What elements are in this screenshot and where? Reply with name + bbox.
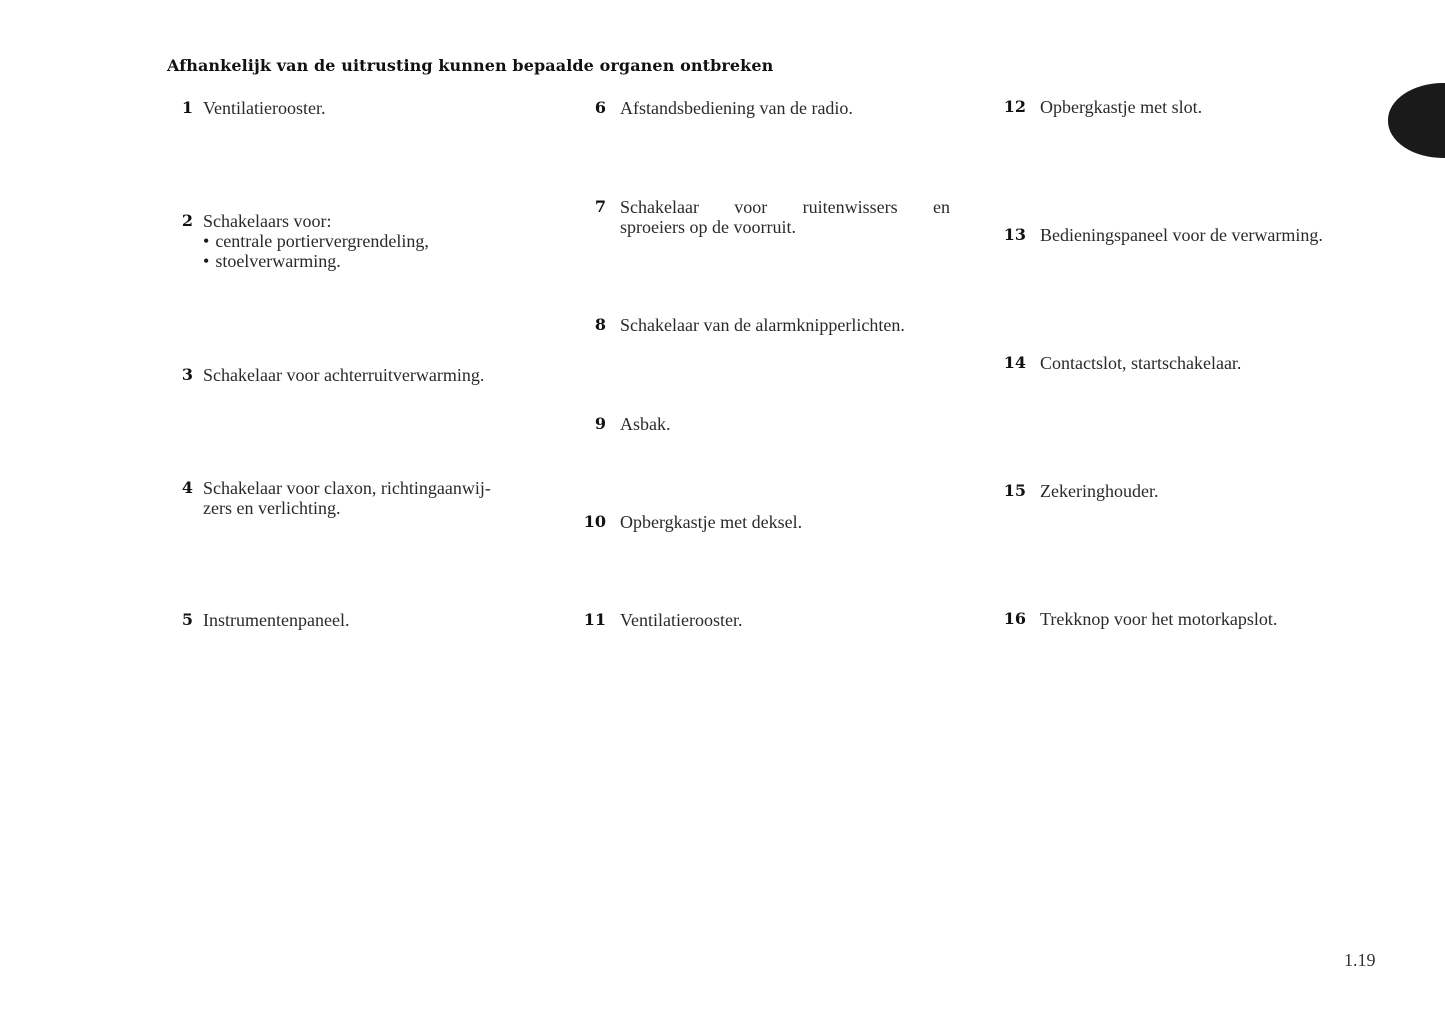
list-item-3 xyxy=(181,365,543,385)
page-heading: Afhankelijk van de uitrusting kunnen bepaalde organen ontbreken xyxy=(167,56,774,75)
item-text-continued: sproeiers op de voorruit. xyxy=(620,217,796,237)
item-number: 7 xyxy=(594,197,606,216)
list-item-5 xyxy=(181,610,543,630)
list-item-14 xyxy=(1003,353,1380,373)
item-number: 6 xyxy=(594,98,606,117)
item-text: Schakelaars voor: xyxy=(203,211,332,231)
item-text: Trekknop voor het motorkapslot. xyxy=(1040,609,1278,629)
item-text: Schakelaar van de alarmknipperlichten. xyxy=(620,315,905,335)
item-text: Afstandsbediening van de radio. xyxy=(620,98,853,118)
section-tab-marker xyxy=(1388,83,1445,158)
item-number: 8 xyxy=(594,315,606,334)
item-number: 1 xyxy=(181,98,193,117)
item-text: Ventilatierooster. xyxy=(203,98,326,118)
item-text: Opbergkastje met slot. xyxy=(1040,97,1203,117)
list-item-15 xyxy=(1003,481,1380,501)
item-word: en xyxy=(932,197,950,217)
item-text-continued: zers en verlichting. xyxy=(203,498,341,518)
item-number: 12 xyxy=(1003,97,1026,116)
item-word: ruitenwissers xyxy=(802,197,898,217)
item-text xyxy=(620,197,950,217)
list-item-7 xyxy=(594,197,950,237)
item-text: Contactslot, startschakelaar. xyxy=(1040,353,1242,373)
item-word: voor xyxy=(734,197,768,217)
list-item-16 xyxy=(1003,609,1380,629)
bullet-item: • centrale portiervergrendeling, xyxy=(203,231,543,251)
list-item-2 xyxy=(181,211,543,271)
list-item-8 xyxy=(594,315,950,335)
item-number: 3 xyxy=(181,365,193,384)
item-number: 5 xyxy=(181,610,193,629)
item-number: 11 xyxy=(583,610,606,629)
bullet-list xyxy=(203,231,543,271)
item-number: 9 xyxy=(594,414,606,433)
item-number: 15 xyxy=(1003,481,1026,500)
list-item-1 xyxy=(181,98,543,118)
list-item-10 xyxy=(583,512,950,532)
item-text: Asbak. xyxy=(620,414,671,434)
list-item-12 xyxy=(1003,97,1380,117)
item-text: Schakelaar voor claxon, richtingaanwij- xyxy=(203,478,491,498)
item-number: 16 xyxy=(1003,609,1026,628)
item-text: Bedieningspaneel voor de verwarming. xyxy=(1040,225,1323,245)
item-text: Opbergkastje met deksel. xyxy=(620,512,803,532)
bullet-item: • stoelverwarming. xyxy=(203,251,543,271)
page-number: 1.19 xyxy=(1344,950,1376,970)
item-word: Schakelaar xyxy=(620,197,699,217)
item-number: 4 xyxy=(181,478,193,497)
item-number: 13 xyxy=(1003,225,1026,244)
item-number: 14 xyxy=(1003,353,1026,372)
item-text: Ventilatierooster. xyxy=(620,610,743,630)
item-text: Schakelaar voor achterruitverwarming. xyxy=(203,365,485,385)
list-item-13 xyxy=(1003,225,1380,245)
list-item-9 xyxy=(594,414,950,434)
item-text: Instrumentenpaneel. xyxy=(203,610,350,630)
item-text: Zekeringhouder. xyxy=(1040,481,1159,501)
list-item-6 xyxy=(594,98,950,118)
item-number: 10 xyxy=(583,512,606,531)
item-number: 2 xyxy=(181,211,193,230)
list-item-4 xyxy=(181,478,533,518)
list-item-11 xyxy=(583,610,950,630)
